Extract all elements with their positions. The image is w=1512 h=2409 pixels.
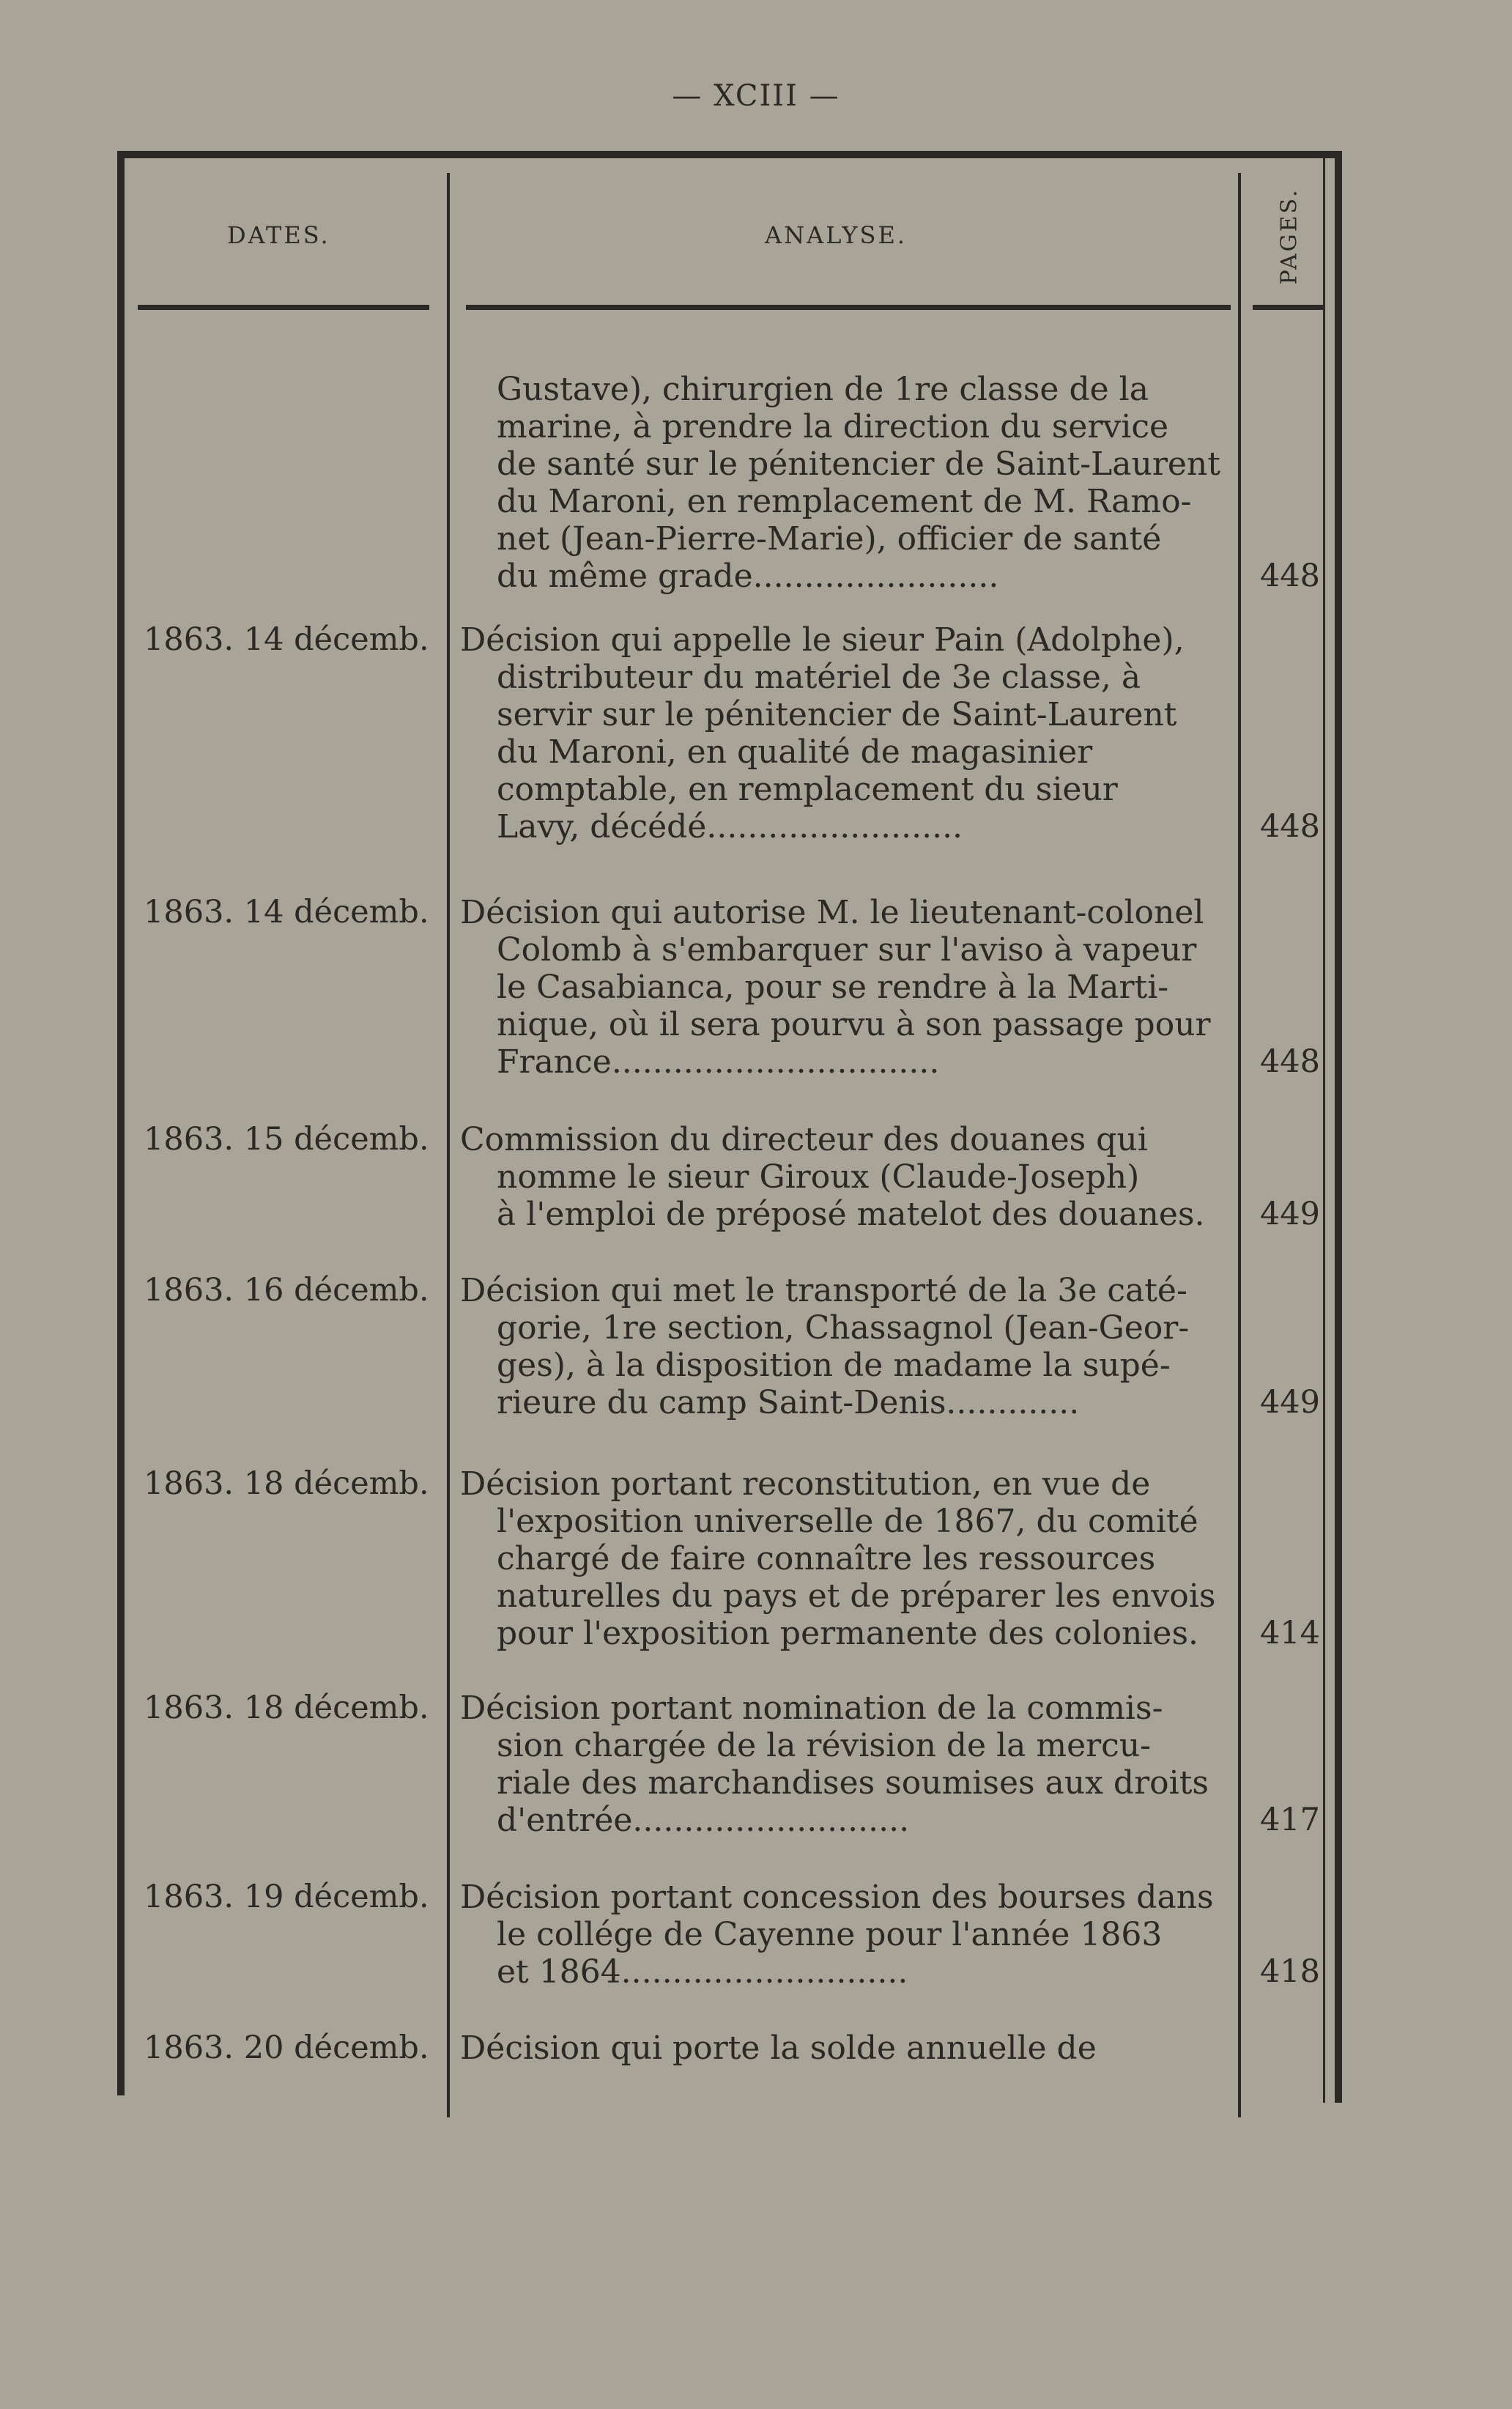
pages-header-label: PAGES. (1276, 188, 1302, 284)
analysis-line: Décision qui porte la solde annuelle de (460, 2029, 1097, 2067)
table-frame-left (117, 151, 125, 2095)
entry-page-number: 448 (1259, 558, 1321, 594)
dates-header-rule (138, 305, 429, 310)
analysis-line: nomme le sieur Giroux (Claude-Joseph) (497, 1158, 1140, 1196)
analysis-line: France................................ (497, 1043, 940, 1081)
entry-date: 1863. 15 décemb. (144, 1121, 429, 1158)
analysis-line: nique, où il sera pourvu à son passage pour (497, 1006, 1211, 1043)
analysis-line: d'entrée........................... (497, 1802, 910, 1839)
entry-analysis (460, 1121, 1234, 1233)
analysis-line: pour l'exposition permanente des colonies. (497, 1615, 1199, 1652)
entry-date: 1863. 18 décemb. (144, 1465, 429, 1502)
entry-page-number: 418 (1259, 1953, 1321, 1990)
analysis-line: du Maroni, en remplacement de M. Ramo- (497, 483, 1192, 520)
table-frame-right (1335, 151, 1342, 2103)
analysis-line: le collége de Cayenne pour l'année 1863 (497, 1916, 1163, 1953)
analysis-line: marine, à prendre la direction du service (497, 408, 1168, 445)
analysis-line: rieure du camp Saint-Denis............. (497, 1384, 1080, 1421)
analysis-line: Décision qui met le transporté de la 3e caté- (460, 1272, 1187, 1309)
entry-page-number: 448 (1259, 808, 1321, 845)
entry-date: 1863. 19 décemb. (144, 1879, 429, 1915)
entry-analysis (460, 1272, 1234, 1421)
analysis-line: comptable, en remplacement du sieur (497, 771, 1118, 808)
analysis-line: servir sur le pénitencier de Saint-Laurent (497, 696, 1177, 733)
analysis-line: distributeur du matériel de 3e classe, à (497, 659, 1141, 696)
entry-date: 1863. 14 décemb. (144, 894, 429, 930)
analysis-line: le Casabianca, pour se rendre à la Marti- (497, 969, 1169, 1006)
entry-page-number: 449 (1259, 1196, 1321, 1232)
entry-date: 1863. 18 décemb. (144, 1690, 429, 1726)
analysis-line: sion chargée de la révision de la mercu- (497, 1727, 1152, 1764)
analysis-line: de santé sur le pénitencier de Saint-Laurent (497, 445, 1220, 483)
analysis-line: Décision qui autorise M. le lieutenant-colonel (460, 894, 1204, 931)
entry-analysis (460, 894, 1234, 1081)
analysis-line: riale des marchandises soumises aux droits (497, 1764, 1209, 1802)
entry-analysis (460, 621, 1234, 845)
column-divider-analyse (1238, 173, 1241, 2117)
analysis-line: du Maroni, en qualité de magasinier (497, 733, 1093, 771)
analyse-header-rule (466, 305, 1231, 310)
table-frame-right-inner (1323, 158, 1325, 2103)
analysis-line: Décision portant reconstitution, en vue de (460, 1465, 1151, 1503)
analysis-line: Décision qui appelle le sieur Pain (Adolphe), (460, 621, 1185, 659)
entry-analysis (460, 1879, 1234, 1991)
page-number: — XCIII — (672, 79, 840, 113)
entry-date: 1863. 14 décemb. (144, 621, 429, 658)
analysis-line: net (Jean-Pierre-Marie), officier de santé (497, 520, 1162, 558)
analysis-line: Lavy, décédé......................... (497, 808, 963, 845)
analysis-line: l'exposition universelle de 1867, du comité (497, 1503, 1198, 1540)
analyse-header: ANALYSE. (765, 221, 907, 249)
entry-analysis (460, 371, 1234, 595)
analysis-line: Décision portant concession des bourses dans (460, 1879, 1214, 1916)
entry-date: 1863. 16 décemb. (144, 1272, 429, 1309)
entry-analysis (460, 2029, 1234, 2067)
dates-header: DATES. (227, 221, 330, 249)
column-divider-dates (447, 173, 450, 2117)
pages-header-rule (1253, 305, 1323, 310)
analysis-line: Gustave), chirurgien de 1re classe de la (497, 371, 1149, 408)
analysis-line: et 1864............................ (497, 1953, 908, 1991)
entry-date: 1863. 20 décemb. (144, 2029, 429, 2066)
analysis-line: ges), à la disposition de madame la supé- (497, 1347, 1171, 1384)
entry-analysis (460, 1690, 1234, 1839)
entry-page-number: 448 (1259, 1043, 1321, 1080)
entry-page-number: 449 (1259, 1384, 1321, 1421)
analysis-line: du même grade........................ (497, 558, 999, 595)
analysis-line: naturelles du pays et de préparer les envois (497, 1577, 1216, 1615)
analysis-line: Décision portant nomination de la commis- (460, 1690, 1163, 1727)
analysis-line: Commission du directeur des douanes qui (460, 1121, 1148, 1158)
entry-analysis (460, 1465, 1234, 1652)
entry-page-number: 414 (1259, 1615, 1321, 1651)
entry-page-number: 417 (1259, 1802, 1321, 1838)
table-frame-top (117, 151, 1342, 158)
analysis-line: gorie, 1re section, Chassagnol (Jean-Geor- (497, 1309, 1190, 1347)
pages-header (1275, 185, 1304, 287)
analysis-line: à l'emploi de préposé matelot des douanes. (497, 1196, 1205, 1233)
analysis-line: chargé de faire connaître les ressources (497, 1540, 1156, 1577)
analysis-line: Colomb à s'embarquer sur l'aviso à vapeur (497, 931, 1197, 969)
